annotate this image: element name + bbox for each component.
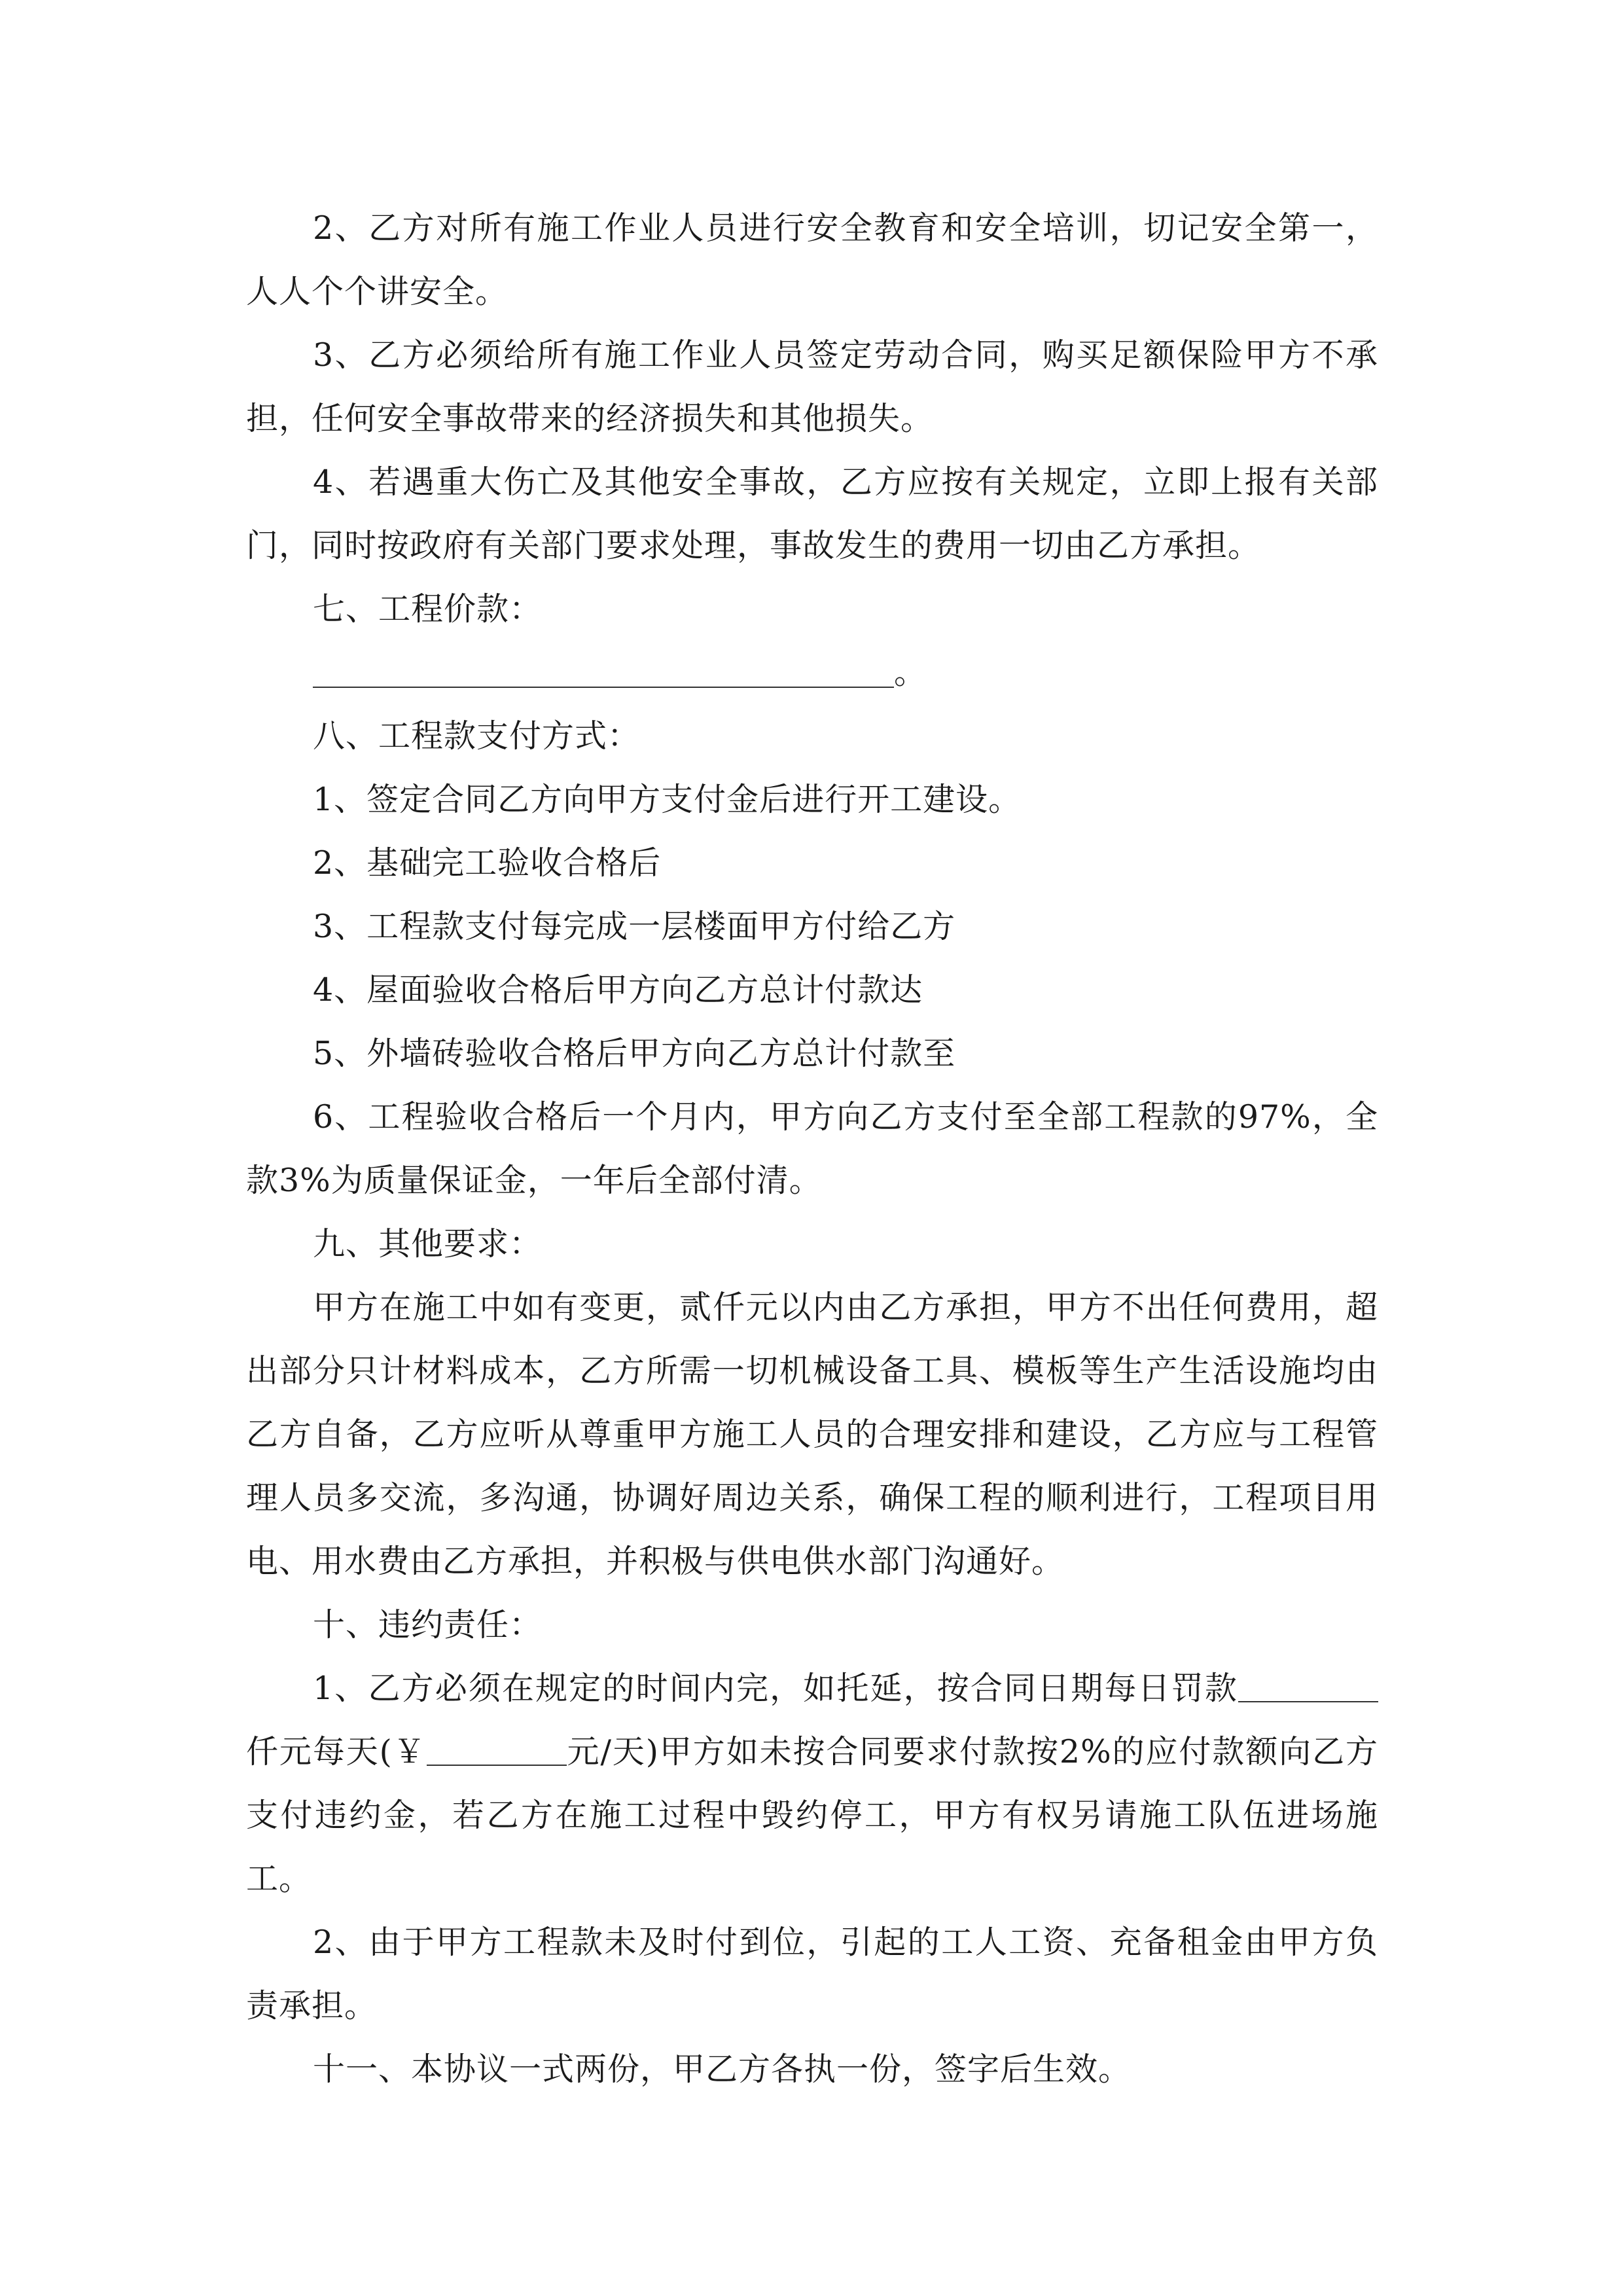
- document-body: [246, 196, 1378, 2101]
- section-heading-price: 七、工程价款：: [313, 590, 543, 628]
- other-requirements-body: 甲方在施工中如有变更，贰仟元以内由乙方承担，甲方不出任何费用，超出部分只计材料成本，乙方所需一切机械设备工具、模板等生产生活设施均由乙方自备，乙方应听从尊重甲方施工人员的合理安排和建设，乙方应与工程管理人员多交流，多沟通，协调好周边关系，确保工程的顺利进行，工程项目用电、用水费由乙方承担，并积极与供电供水部门沟通好。: [246, 1289, 1378, 1580]
- agreement-copies-clause: 十一、本协议一式两份，甲乙方各执一份，签字后生效。: [313, 2051, 1132, 2088]
- payment-clause-5: 5、外墙砖验收合格后甲方向乙方总计付款至: [313, 1035, 956, 1072]
- penalty-yuan-blank: [427, 1720, 567, 1766]
- price-blank-period: 。: [894, 654, 927, 691]
- breach-clause-1-part2: 仟元每天(￥: [246, 1733, 427, 1770]
- safety-clause-2: 2、乙方对所有施工作业人员进行安全教育和安全培训，切记安全第一，人人个个讲安全。: [246, 209, 1378, 310]
- safety-clause-4: 4、若遇重大伤亡及其他安全事故，乙方应按有关规定，立即上报有关部门，同时按政府有关部门要求处理，事故发生的费用一切由乙方承担。: [246, 463, 1378, 564]
- section-heading-other: 九、其他要求：: [313, 1225, 543, 1263]
- section-heading-payment: 八、工程款支付方式：: [313, 717, 641, 755]
- safety-clause-3: 3、乙方必须给所有施工作业人员签定劳动合同，购买足额保险甲方不承担，任何安全事故带来的经济损失和其他损失。: [246, 336, 1378, 437]
- breach-clause-1-part1: 1、乙方必须在规定的时间内完，如托延，按合同日期每日罚款: [313, 1670, 1238, 1707]
- price-fill-rule: [313, 641, 894, 688]
- penalty-amount-blank: [1238, 1657, 1378, 1702]
- breach-clause-1-part3: 元/天)甲方如未按合同要求付款按2%的应付款额向乙方支付违约金，若乙方在施工过程中毁约停工，甲方有权另请施工队伍进场施工。: [246, 1733, 1378, 1897]
- payment-clause-6: 6、工程验收合格后一个月内，甲方向乙方支付至全部工程款的97%，全款3%为质量保证金，一年后全部付清。: [246, 1098, 1378, 1199]
- payment-clause-4: 4、屋面验收合格后甲方向乙方总计付款达: [313, 971, 923, 1009]
- payment-clause-3: 3、工程款支付每完成一层楼面甲方付给乙方: [313, 908, 956, 945]
- price-blank-line: [246, 641, 1378, 704]
- payment-clause-2: 2、基础完工验收合格后: [313, 844, 662, 882]
- breach-clause-2: 2、由于甲方工程款未及时付到位，引起的工人工资、充备租金由甲方负责承担。: [246, 1924, 1378, 2024]
- payment-clause-1: 1、签定合同乙方向甲方支付金后进行开工建设。: [313, 781, 1022, 818]
- section-heading-breach: 十、违约责任：: [313, 1606, 543, 1643]
- breach-clause-1: [246, 1657, 1378, 1910]
